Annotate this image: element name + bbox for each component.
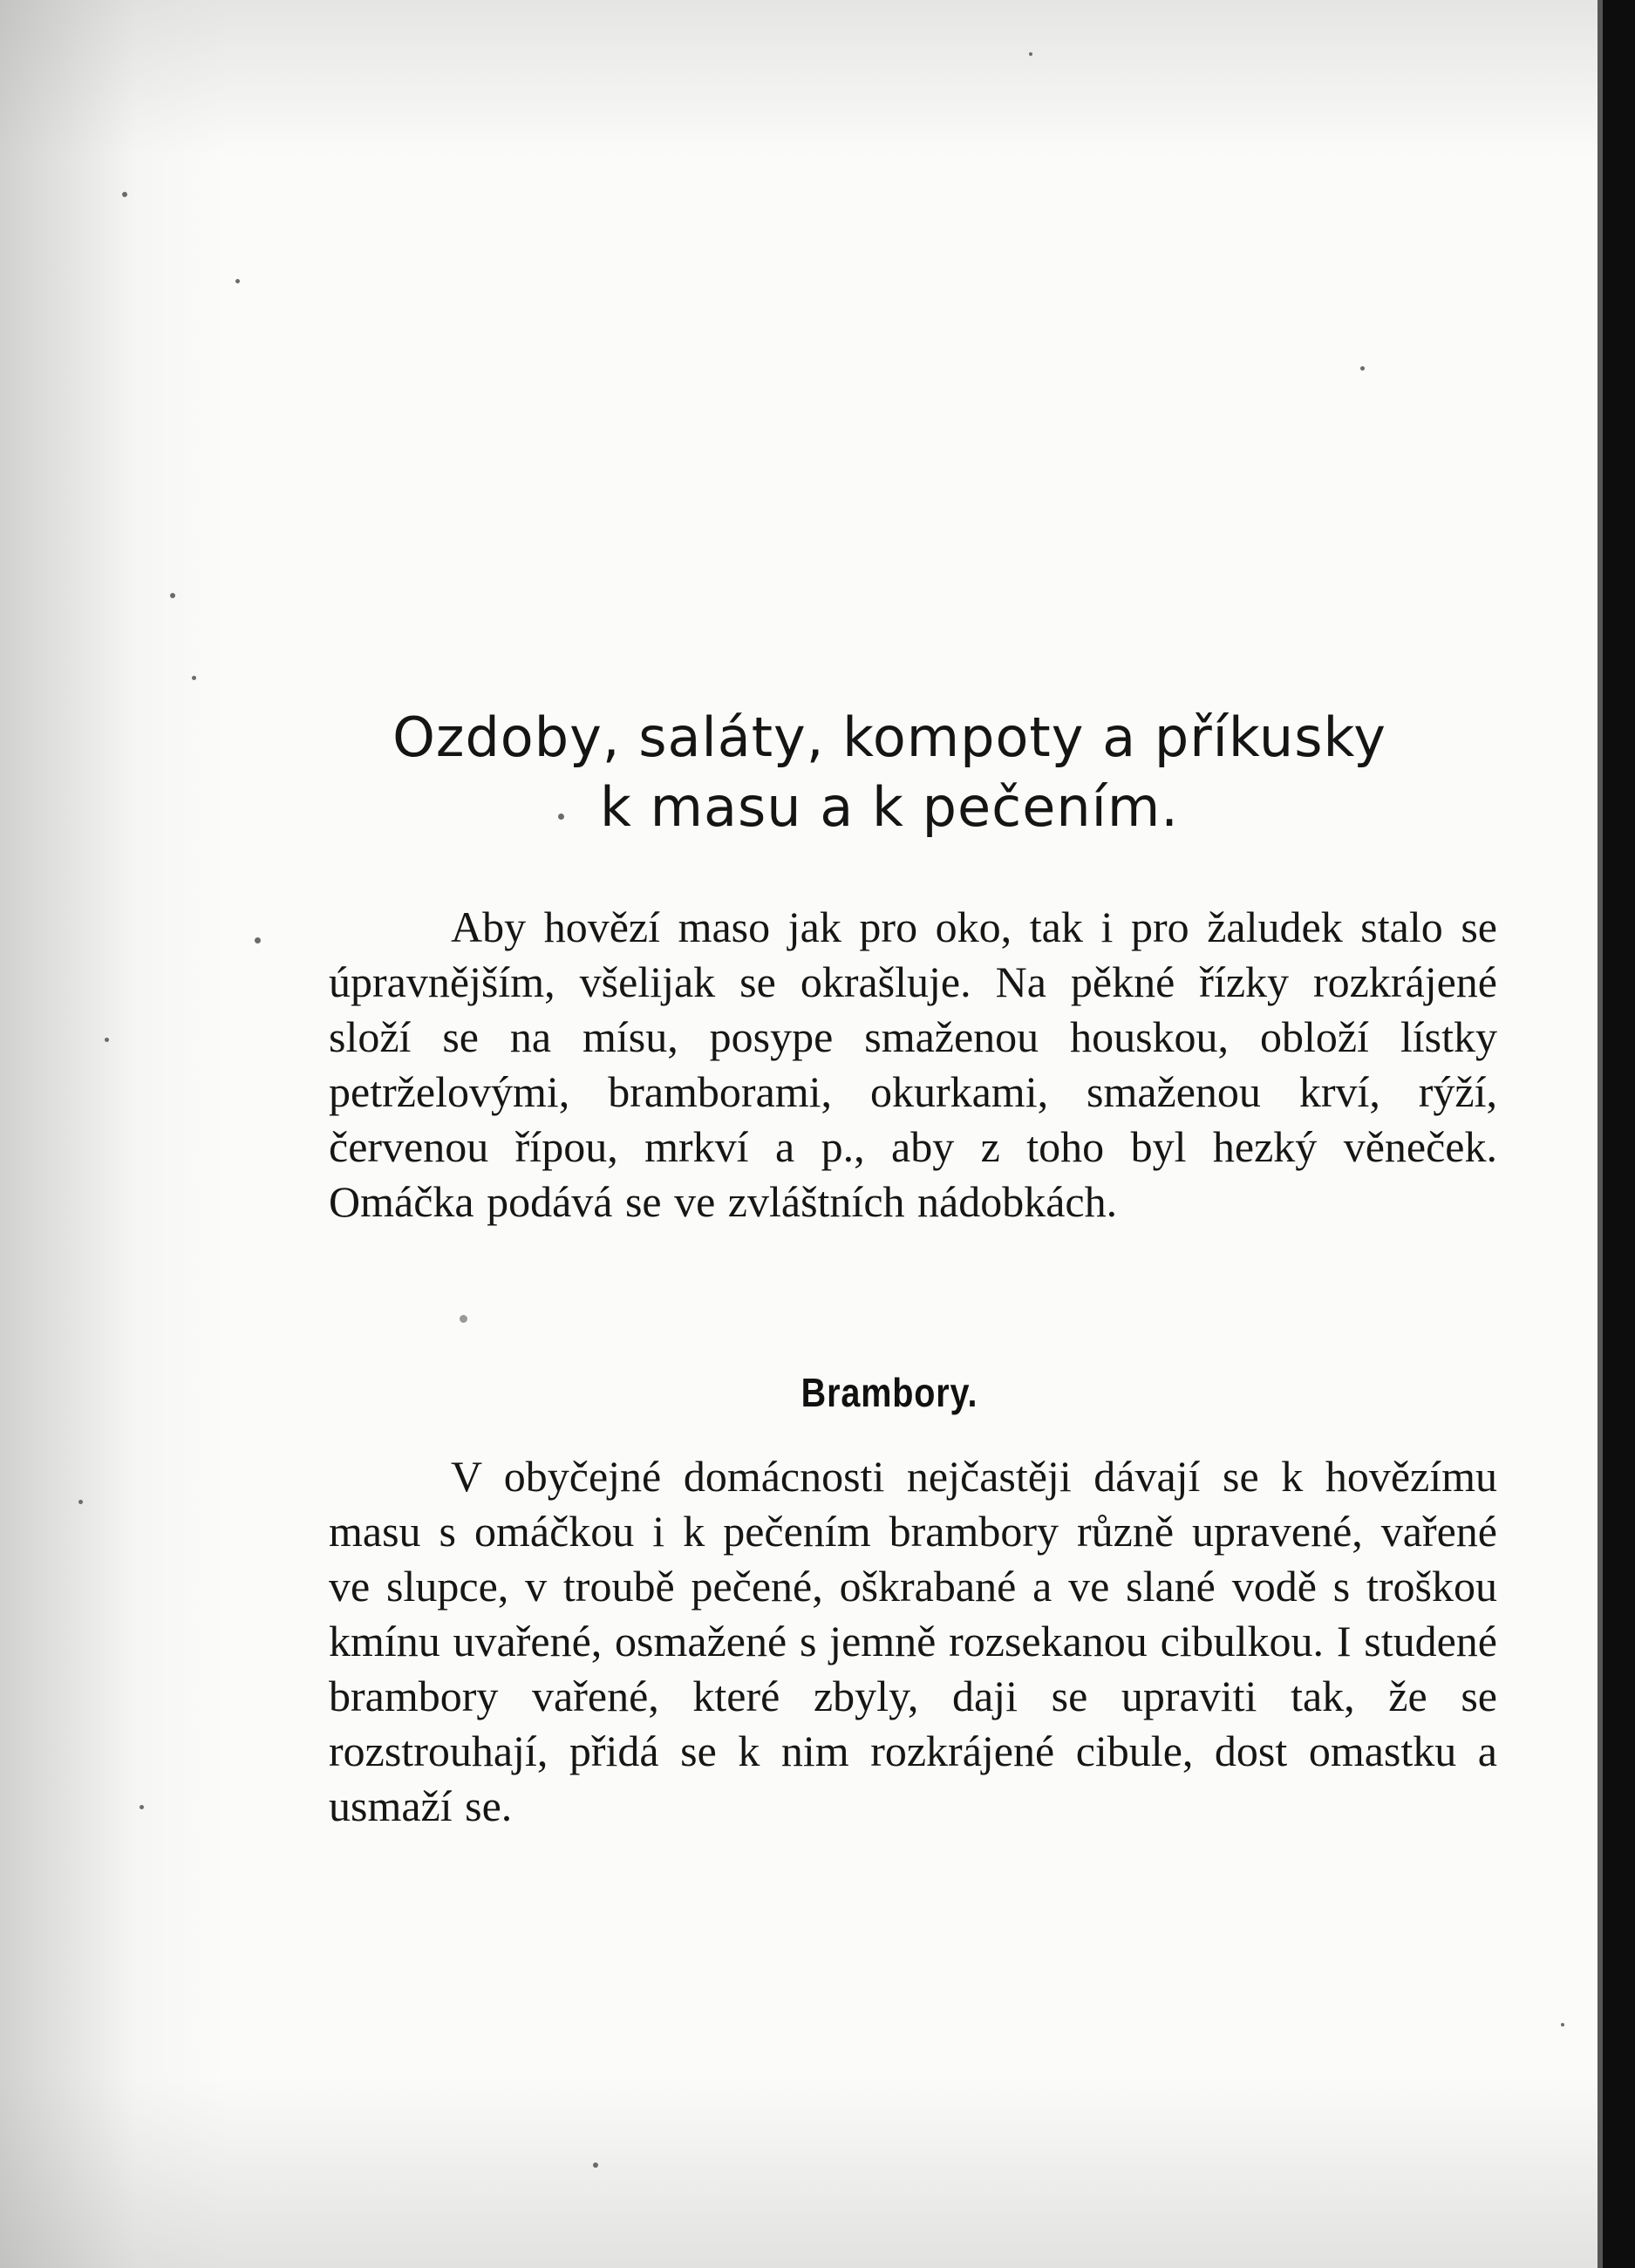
section-paragraph: V obyčejné domácnosti nejčastěji dávají se k hovězímu masu s omáčkou i k pečením brambory různě upravené, vařené ve slupce, v troubě pečené, oškrabané a ve slané vodě s troškou kmínu uvařené, osmažené s jemně rozsekanou cibulkou. I studené brambory vařené, které zbyly, daji se upraviti tak, že se rozstrouhají, přidá se k nim rozkrájené cibule, dost omastku a usmaží se. [329,1452,1497,1830]
scan-shadow-left [0,0,227,2268]
scan-speck [1360,366,1365,371]
scan-speck [170,593,175,598]
scan-border-right [1598,0,1635,2268]
chapter-title-line-2: k masu a k pečením. [600,775,1179,839]
scan-speck [1561,2023,1564,2026]
scan-speck [1029,52,1032,56]
scan-speck [78,1500,83,1504]
scan-speck [140,1805,144,1809]
intro-paragraph: Aby hovězí maso jak pro oko, tak i pro žaludek stalo se úpravnějším, všelijak se okrašluje. Na pěkné řízky rozkrájené složí se na mísu, posype smaženou houskou, obloží lístky petrželovými, bramborami, okurkami, smaženou krví, rýží, červenou řípou, mrkví a p., aby z toho byl hezký věneček. Omáčka podává se ve zvláštních nádobkách. [329,902,1497,1226]
scan-speck [235,279,240,283]
scan-speck [460,1315,467,1323]
scan-speck [255,937,261,943]
scan-speck [192,676,196,680]
scan-shadow-top [0,0,1598,157]
scan-shadow-bottom [0,2076,1598,2268]
scan-speck [593,2162,598,2168]
section-heading: Brambory. [800,1370,978,1415]
scan-speck [105,1038,109,1042]
scan-speck [122,192,127,197]
chapter-title-line-1: Ozdoby, saláty, kompoty a příkusky [392,705,1386,769]
